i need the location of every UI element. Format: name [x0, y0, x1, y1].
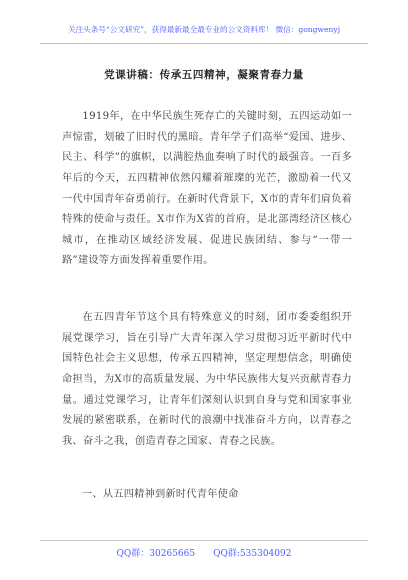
footer	[0, 548, 408, 560]
header-divider	[40, 43, 368, 44]
body-paragraph: 1919年，在中华民族生死存亡的关键时刻，五四运动如一声惊雷，划破了旧时代的黑暗。青年学子们高举“爱国、进步、民主、科学”的旗帜，以满腔热血奏响了时代的最强音。一百多年后的今天，五四精神依然闪耀着璀璨的光芒，激励着一代又一代中国青年奋勇前行。在新时代背景下，X市的青年们肩负着特殊的使命与责任。X市作为X省的首府，是北部湾经济区核心城市，在推动区域经济发展、促进民族团结、参与“一带一路”建设等方面发挥着重要作用。	[62, 111, 352, 267]
header-banner: 关注头条号“公文研究”，获得最新最全最专业的公文资料库！ 微信：gongwenyj	[67, 25, 341, 34]
footer-divider	[40, 540, 368, 541]
footer-qq-group-1: QQ群：30265665	[116, 549, 196, 559]
document-title: 党课讲稿：传承五四精神，凝聚青春力量	[104, 69, 304, 81]
body-paragraph: 在五四青年节这个具有特殊意义的时刻，团市委委组织开展党课学习，旨在引导广大青年深入学习贯彻习近平新时代中国特色社会主义思想，传承五四精神，坚定理想信念，明确使命担当，为X市的高质量发展、为中华民族伟大复兴贡献青春力量。通过党课学习，让青年们深刻认识到自身与党和国家事业发展的紧密联系，在新时代的浪潮中找准奋斗方向，以青春之我、奋斗之我，创造青春之国家、青春之民族。	[62, 312, 352, 447]
footer-qq-group-2: QQ群:535304092	[213, 549, 292, 559]
section-heading: 一、从五四精神到新时代青年使命	[82, 489, 239, 500]
